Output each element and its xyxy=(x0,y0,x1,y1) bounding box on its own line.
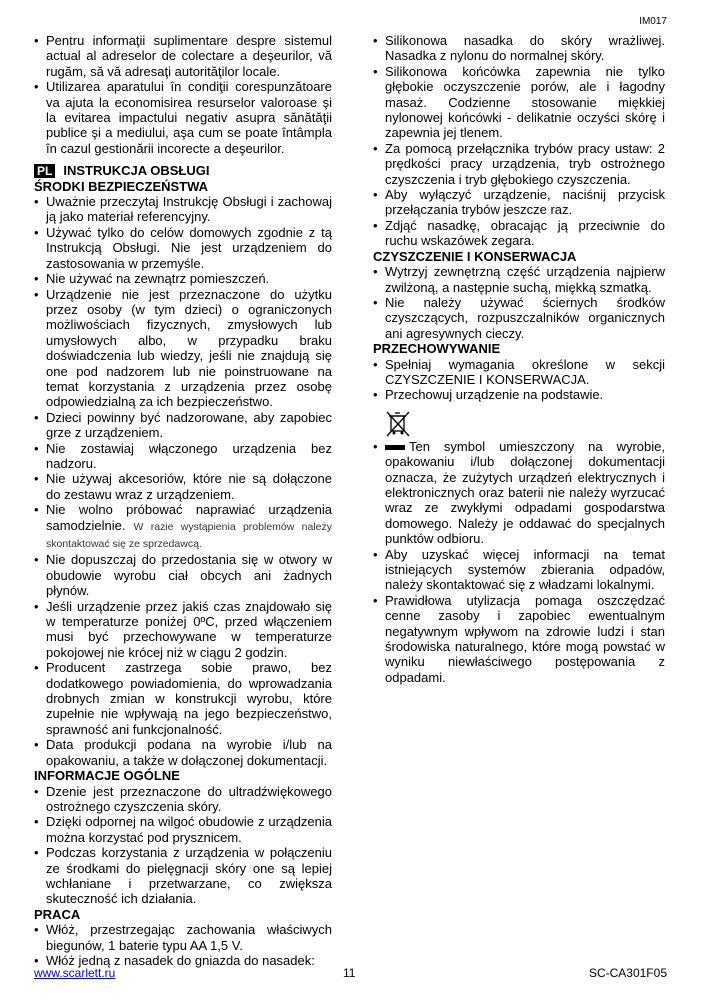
list-item: • Producent zastrzega sobie prawo, bez dodatkowego powiadomienia, do wprowadzania drobnych zmian w konstrukcji wyrobu, które zupełnie nie wpływają na jego bezpieczeństwo, sprawność ani funkcjonalność. xyxy=(34,660,332,737)
storage-bullet-list xyxy=(373,357,665,403)
list-item: • Jeśli urządzenie przez jakiś czas znajdowało się w temperaturze poniżej 0ºC, przed włączeniem musi być przechowywane w temperaturze pokojowej nie krócej niż w ciągu 2 godzin. xyxy=(34,599,332,661)
crossed-bin-icon xyxy=(385,409,411,439)
pl-section-title xyxy=(34,163,332,178)
list-item: • Prawidłowa utylizacja pomaga oszczędzać cenne zasoby i zapobiec ewentualnym negatywnym wpływom na zdrowie ludzi i stan środowiska naturalnego, które mogą powstać w wyniku niewłaściwego postępowania z odpadami. xyxy=(373,593,665,685)
list-item: • Włóż, przestrzegając zachowania właściwych biegunów, 1 baterie typu AA 1,5 V. xyxy=(34,922,332,953)
list-item: • Za pomocą przełącznika trybów pracy ustaw: 2 prędkości pracy urządzenia, tryb ostrożnego czyszczenia i tryb głębokiego czyszczenia. xyxy=(373,141,665,187)
list-item: • Używać tylko do celów domowych zgodnie z tą Instrukcją Obsługi. Nie jest urządzeniem do zastosowania w przemyśle. xyxy=(34,225,332,271)
general-heading: INFORMACJE OGÓLNE xyxy=(34,768,180,784)
list-item: • Nie dopuszczaj do przedostania się w otwory w obudowie wyrobu ciał obcych ani żadnych płynów. xyxy=(34,552,332,598)
language-badge: PL xyxy=(34,164,55,178)
list-item: • Dzięki odpornej na wilgoć obudowie z urządzenia można korzystać pod prysznicem. xyxy=(34,814,332,845)
list-item: • Nie używaj akcesoriów, które nie są dołączone do zestawu wraz z urządzeniem. xyxy=(34,471,332,502)
list-item: • Dzenie jest przeznaczone do ultradźwiękowego ostrożnego czyszczenia skóry. xyxy=(34,784,332,815)
list-item: • Silikonowa końcówka zapewnia nie tylko głębokie oczyszczenie porów, ale i łagodny masaż. Codzienne stosowanie miękkiej nylonowej końcówki - delikatnie oczyści skórę i zapewnia jej tlenem. xyxy=(373,64,665,141)
recycle-bullet-list xyxy=(373,439,665,686)
list-item: • Utilizarea aparatului în condiţii corespunzătoare va ajuta la economisirea resurselor valoroase şi la evitarea impactului negativ asupra sănătăţii publice şi a mediului, aşa cum se poate întâmpla în cazul gestionării incorecte a deşeurilor. xyxy=(34,79,332,156)
clean-bullet-list xyxy=(373,264,665,341)
storage-heading: PRZECHOWYWANIE xyxy=(373,341,501,357)
page-code: IM017 xyxy=(639,16,667,27)
list-item: • Włóż jedną z nasadek do gniazda do nasadek: xyxy=(34,953,332,968)
section-title: INSTRUKCJA OBSŁUGI xyxy=(63,163,210,179)
list-item: • Aby wyłączyć urządzenie, naciśnij przycisk przełączania trybów jeszcze raz. xyxy=(373,187,665,218)
list-item: • Uważnie przeczytaj Instrukcję Obsługi i zachowaj ją jako materiał referencyjny. xyxy=(34,194,332,225)
list-item: • Nie używać na zewnątrz pomieszczeń. xyxy=(34,271,332,286)
ro-bullet-list xyxy=(34,33,332,156)
model-number: SC-CA301F05 xyxy=(588,966,667,980)
list-item: • Wytrzyj zewnętrzną część urządzenia najpierw zwilżoną, a następnie suchą, miękką szmatką. xyxy=(373,264,665,295)
list-item: • Podczas korzystania z urządzenia w połączeniu ze środkami do pielęgnacji skóry one są lepiej wchłaniane i przetwarzane, co zwiększa skuteczność ich działania. xyxy=(34,845,332,907)
list-item: • Pentru informaţii suplimentare despre sistemul actual al adreselor de colectare a deşeurilor, vă rugăm, să vă adresaţi autorităţilor locale. xyxy=(34,33,332,79)
repair-text: Nie wolno próbować naprawiać urządzenia samodzielnie. xyxy=(46,502,332,533)
safety-heading: ŚRODKI BEZPIECZEŃSTWA xyxy=(34,178,209,194)
list-item: • Przechowuj urządzenie na podstawie. xyxy=(373,387,665,402)
work-bullet-list xyxy=(34,922,332,968)
recycle-text: Ten symbol umieszczony na wyrobie, opakowaniu i/lub dołączonej dokumentacji oznacza, że zużytych urządzeń elektrycznych i elektronicznych oraz baterii nie należy wyrzucać wraz ze zwykłymi odpadami gospodarstwa domowego. Należy je oddawać do specjalnych punktów odbioru. xyxy=(385,438,665,547)
list-item: • Silikonowa nasadka do skóry wrażliwej. Nasadka z nylonu do normalnej skóry. xyxy=(373,33,665,64)
list-item xyxy=(34,502,332,552)
work-bullet-list-cont xyxy=(373,33,665,249)
underline-bar-icon xyxy=(385,445,405,450)
left-column xyxy=(34,33,332,968)
repair-note: W razie wystąpienia problemów należy skontaktować się ze sprzedawcą. xyxy=(46,520,332,550)
clean-heading: CZYSZCZENIE I KONSERWACJA xyxy=(373,248,577,264)
list-item: • Aby uzyskać więcej informacji na temat istniejących systemów zbierania odpadów, należy skontaktować się z władzami lokalnymi. xyxy=(373,547,665,593)
work-heading: PRACA xyxy=(34,906,81,922)
general-bullet-list xyxy=(34,784,332,907)
list-item: • Nie zostawiaj włączonego urządzenia bez nadzoru. xyxy=(34,441,332,472)
right-column xyxy=(373,33,665,685)
list-item: • Spełniaj wymagania określone w sekcji CZYSZCZENIE I KONSERWACJA. xyxy=(373,357,665,388)
page-number: 11 xyxy=(343,966,356,980)
list-item: • Dzieci powinny być nadzorowane, aby zapobiec grze z urządzeniem. xyxy=(34,410,332,441)
list-item: • Nie należy używać ściernych środków czyszczących, rozpuszczalników organicznych ani agresywnych cieczy. xyxy=(373,295,665,341)
list-item: • Data produkcji podana na wyrobie i/lub na opakowaniu, a także w dołączonej dokumentacji. xyxy=(34,737,332,768)
list-item: • Urządzenie nie jest przeznaczone do użytku przez osoby (w tym dzieci) o ograniczonych możliwościach fizycznych, zmysłowych lub umysłowych albo, w przypadku braku doświadczenia lub wiedzy, jeśli nie znajdują się one pod nadzorem lub nie poinstruowane na temat korzystania z urządzenia przez osobę odpowiedzialną za ich bezpieczeństwo. xyxy=(34,287,332,410)
list-item: • Zdjąć nasadkę, obracając ją przeciwnie do ruchu wskazówek zegara. xyxy=(373,218,665,249)
footer-site-link[interactable]: www.scarlett.ru xyxy=(34,966,116,980)
list-item xyxy=(373,439,665,547)
safety-bullet-list xyxy=(34,194,332,768)
